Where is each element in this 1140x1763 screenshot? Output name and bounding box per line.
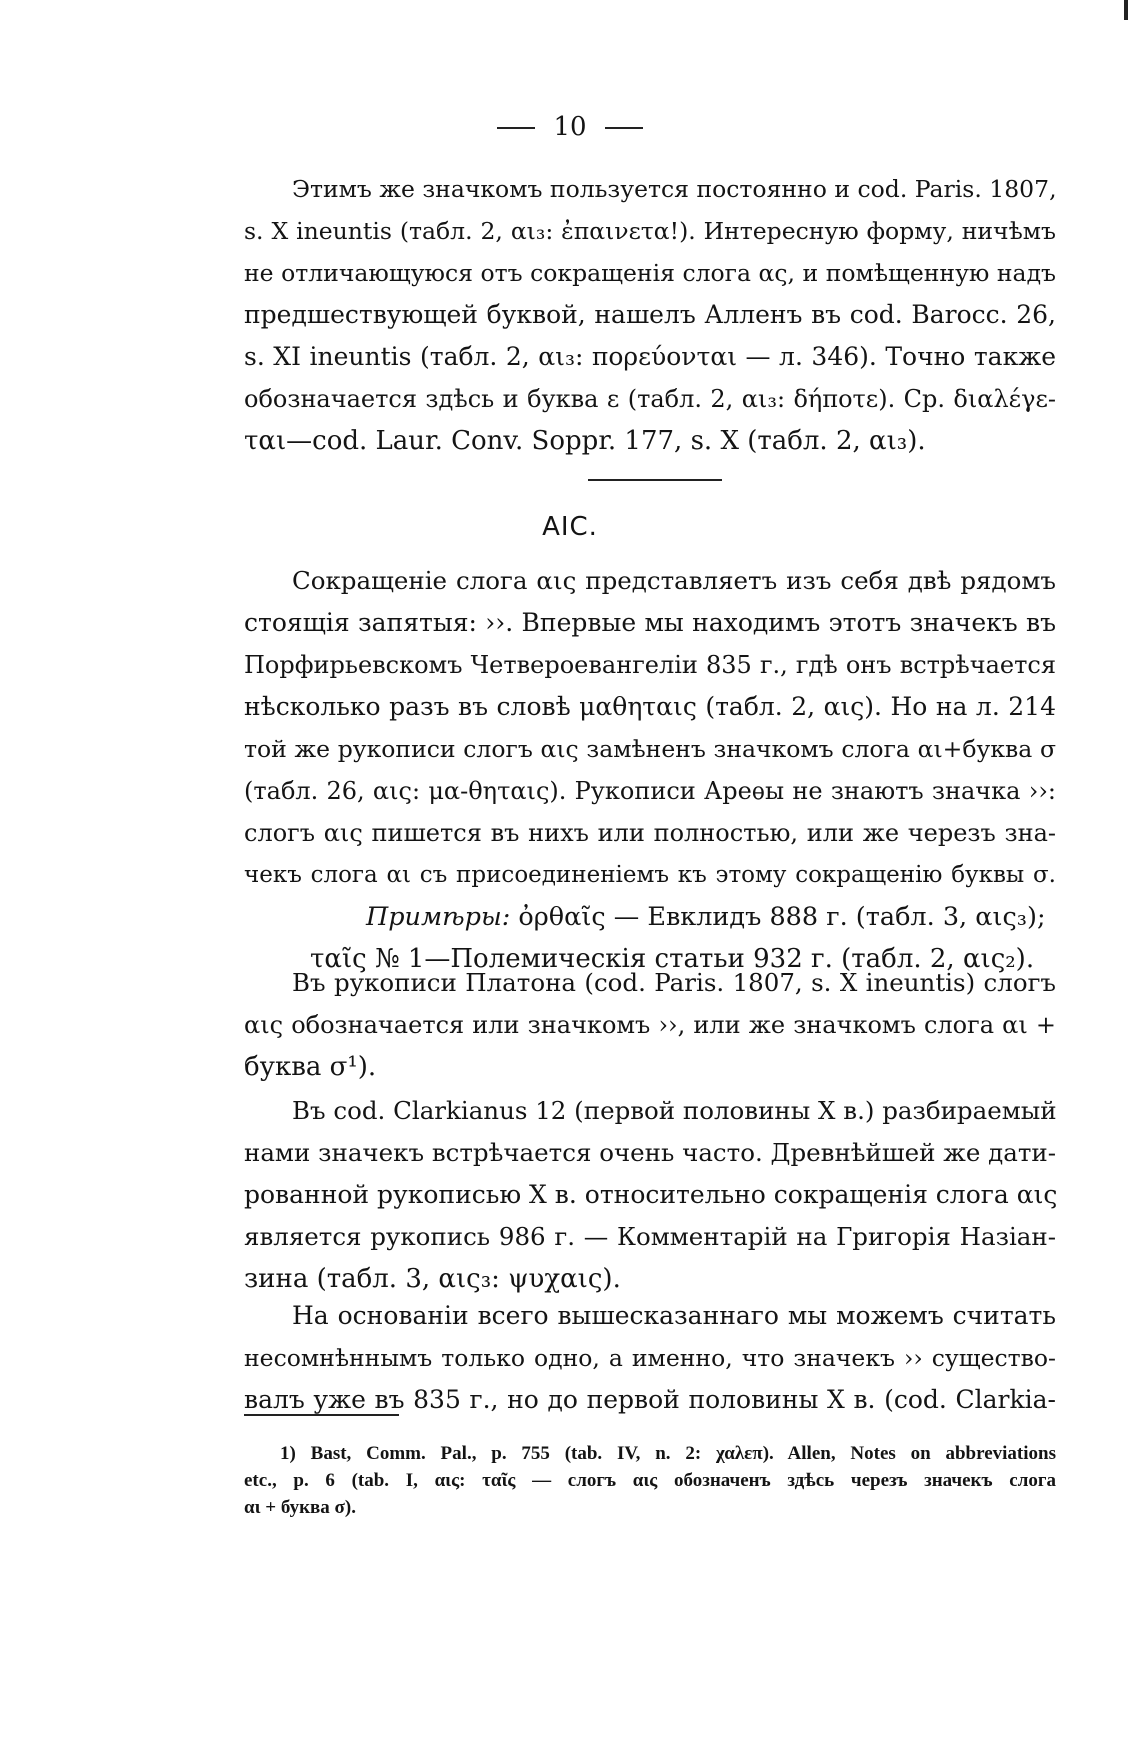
footnote-line: etc., p. 6 (tab. I, αις: ταῖς — слогъ αις обозначенъ здѣсь черезъ значекъ слога (244, 1470, 1056, 1491)
footnote-line: 1) Bast, Comm. Pal., p. 755 (tab. IV, n. 2: χαλεπ). Allen, Notes on abbreviations (280, 1443, 1056, 1464)
text-line: На основаніи всего вышесказаннаго мы можемъ считать (292, 1301, 1056, 1330)
text-line: Порфирьевскомъ Четвероевангеліи 835 г., гдѣ онъ встрѣчается (244, 651, 1056, 679)
text-line: валъ уже въ 835 г., но до первой половины X в. (cod. Clarkia- (244, 1385, 1056, 1414)
text-line: буква σ¹). (244, 1052, 377, 1082)
text-line: нами значекъ встрѣчается очень часто. Древнѣйшей же дати- (244, 1138, 1056, 1167)
paragraph-3 (244, 962, 1056, 1088)
examples-text-1: ὀρθαῖς — Евклидъ 888 г. (табл. 3, αις₃); (518, 902, 1046, 932)
text-line: s. XI ineuntis (табл. 2, αι₃: πορεύονται — л. 346). Точно также (244, 342, 1056, 371)
text-line: обозначается здѣсь и буква ε (табл. 2, αι₃: δήποτε). Ср. διαλέγε- (244, 385, 1056, 413)
page-number-dash-right (605, 127, 643, 129)
text-line: s. X ineuntis (табл. 2, αι₃: ἐπαινετα!). Интересную форму, ничѣмъ (244, 217, 1056, 245)
footnote-divider (244, 1414, 399, 1416)
text-line: не отличающуюся отъ сокращенія слога ας, и помѣщенную надъ (244, 259, 1056, 287)
footnote (244, 1440, 1056, 1521)
text-line: αις обозначается или значкомъ ››, или же значкомъ слога αι + (244, 1011, 1056, 1039)
text-line: (табл. 26, αις: μα-θηταις). Рукописи Ареѳы не знаютъ значка ››: (244, 777, 1056, 805)
paragraph-2 (244, 560, 1056, 980)
text-line: предшествующей буквой, нашелъ Алленъ въ cod. Barocc. 26, (244, 300, 1056, 329)
paragraph-4 (244, 1090, 1056, 1300)
text-line: стоящія запятыя: ››. Впервые мы находимъ этотъ значекъ въ (244, 608, 1056, 637)
text-line: зина (табл. 3, αις₃: ψυχαις). (244, 1264, 621, 1294)
text-line: нѣсколько разъ въ словѣ μαθηταις (табл. 2, αις). Но на л. 214 (244, 692, 1056, 721)
text-line: той же рукописи слогъ αις замѣненъ значкомъ слога αι+буква σ (244, 735, 1056, 763)
text-line: Этимъ же значкомъ пользуется постоянно и cod. Paris. 1807, (292, 175, 1057, 203)
paragraph-1 (244, 168, 1056, 462)
text-line: несомнѣннымъ только одно, а именно, что значекъ ›› существо- (244, 1344, 1056, 1372)
page-number-dash-left (497, 127, 535, 129)
text-line: Сокращеніе слога αις представляетъ изъ себя двѣ рядомъ (292, 566, 1056, 595)
text-line: слогъ αις пишется въ нихъ или полностью, или же черезъ зна- (244, 819, 1056, 847)
text-line: ται—cod. Laur. Conv. Soppr. 177, s. X (табл. 2, αι₃). (244, 426, 926, 456)
text-line: Въ cod. Clarkianus 12 (первой половины X в.) разбираемый (292, 1096, 1057, 1125)
page-number (0, 112, 1140, 142)
text-line: чекъ слога αι съ присоединеніемъ къ этому сокращенію буквы σ. (244, 862, 1056, 888)
text-line: Въ рукописи Платона (cod. Paris. 1807, s. X ineuntis) слогъ (292, 968, 1056, 997)
section-divider (588, 479, 722, 481)
examples-label: Примѣры: (366, 902, 511, 932)
text-line: является рукопись 986 г. — Комментарій на Григорія Назіан- (244, 1222, 1056, 1251)
footnote-line: αι + буква σ). (244, 1497, 356, 1518)
page-edge-mark (1124, 0, 1128, 20)
page-number-text: 10 (553, 112, 587, 142)
examples-line-2: ταῖς № 1—Полемическія статьи 932 г. (табл. 2, αις₂). (310, 944, 1035, 974)
section-heading: AIC. (542, 512, 598, 542)
text-line: рованной рукописью X в. относительно сокращенія слога αις (244, 1180, 1058, 1209)
paragraph-5 (244, 1295, 1056, 1421)
examples-line-1 (244, 896, 1056, 938)
